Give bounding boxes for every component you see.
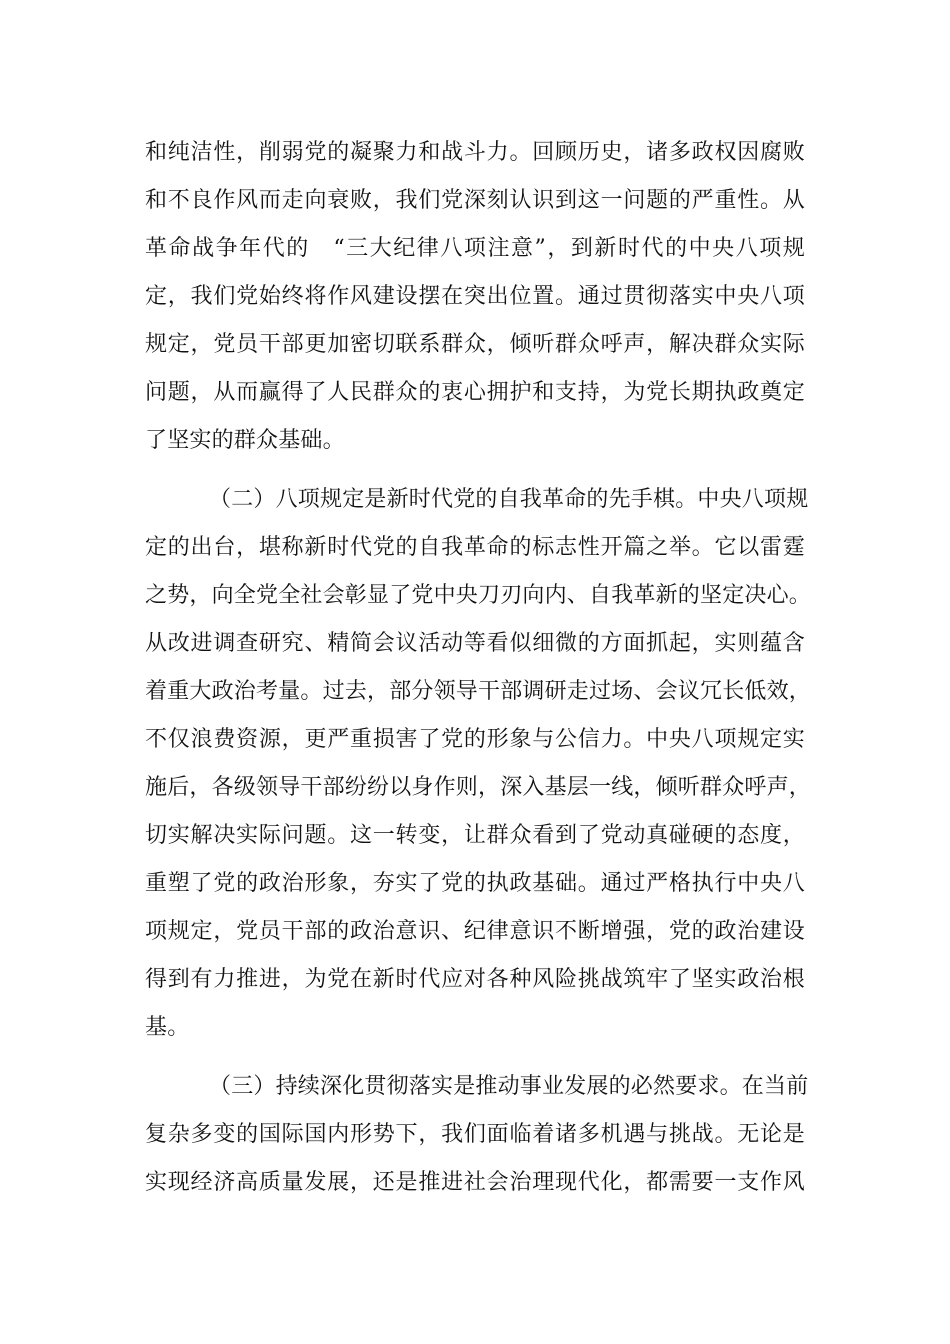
paragraph-line: 规定，党员干部更加密切联系群众，倾听群众呼声，解决群众实际: [145, 332, 805, 357]
paragraph-line: 不仅浪费资源，更严重损害了党的形象与公信力。中央八项规定实: [145, 727, 805, 752]
paragraph-line: 革命战争年代的 “三大纪律八项注意”，到新时代的中央八项规: [145, 236, 805, 261]
paragraph-line: 了坚实的群众基础。: [145, 428, 345, 453]
paragraph-line: 定的出台，堪称新时代党的自我革命的标志性开篇之举。它以雷霆: [145, 535, 805, 560]
section-heading-line: （二）八项规定是新时代党的自我革命的先手棋。中央八项规: [209, 487, 809, 512]
paragraph-line: 之势，向全党全社会彰显了党中央刀刃向内、自我革新的坚定决心。: [145, 583, 812, 608]
paragraph-line: 实现经济高质量发展，还是推进社会治理现代化，都需要一支作风: [145, 1170, 805, 1195]
paragraph-line: 问题，从而赢得了人民群众的衷心拥护和支持，为党长期执政奠定: [145, 380, 805, 405]
section-heading-line: （三）持续深化贯彻落实是推动事业发展的必然要求。在当前: [209, 1074, 809, 1099]
paragraph-line: 项规定，党员干部的政治意识、纪律意识不断增强，党的政治建设: [145, 919, 805, 944]
paragraph-line: 着重大政治考量。过去，部分领导干部调研走过场、会议冗长低效，: [145, 679, 812, 704]
paragraph-line: 复杂多变的国际国内形势下，我们面临着诸多机遇与挑战。无论是: [145, 1122, 805, 1147]
paragraph-line: 和纯洁性，削弱党的凝聚力和战斗力。回顾历史，诸多政权因腐败: [145, 140, 805, 165]
paragraph-line: 重塑了党的政治形象，夯实了党的执政基础。通过严格执行中央八: [145, 871, 805, 896]
paragraph-line: 和不良作风而走向衰败，我们党深刻认识到这一问题的严重性。从: [145, 188, 805, 213]
paragraph-line: 切实解决实际问题。这一转变，让群众看到了党动真碰硬的态度，: [145, 823, 805, 848]
paragraph-line: 施后，各级领导干部纷纷以身作则，深入基层一线，倾听群众呼声，: [145, 775, 812, 800]
paragraph-line: 基。: [145, 1015, 190, 1040]
paragraph-line: 得到有力推进，为党在新时代应对各种风险挑战筑牢了坚实政治根: [145, 967, 805, 992]
paragraph-line: 从改进调查研究、精简会议活动等看似细微的方面抓起，实则蕴含: [145, 631, 805, 656]
paragraph-line: 定，我们党始终将作风建设摆在突出位置。通过贯彻落实中央八项: [145, 284, 805, 309]
